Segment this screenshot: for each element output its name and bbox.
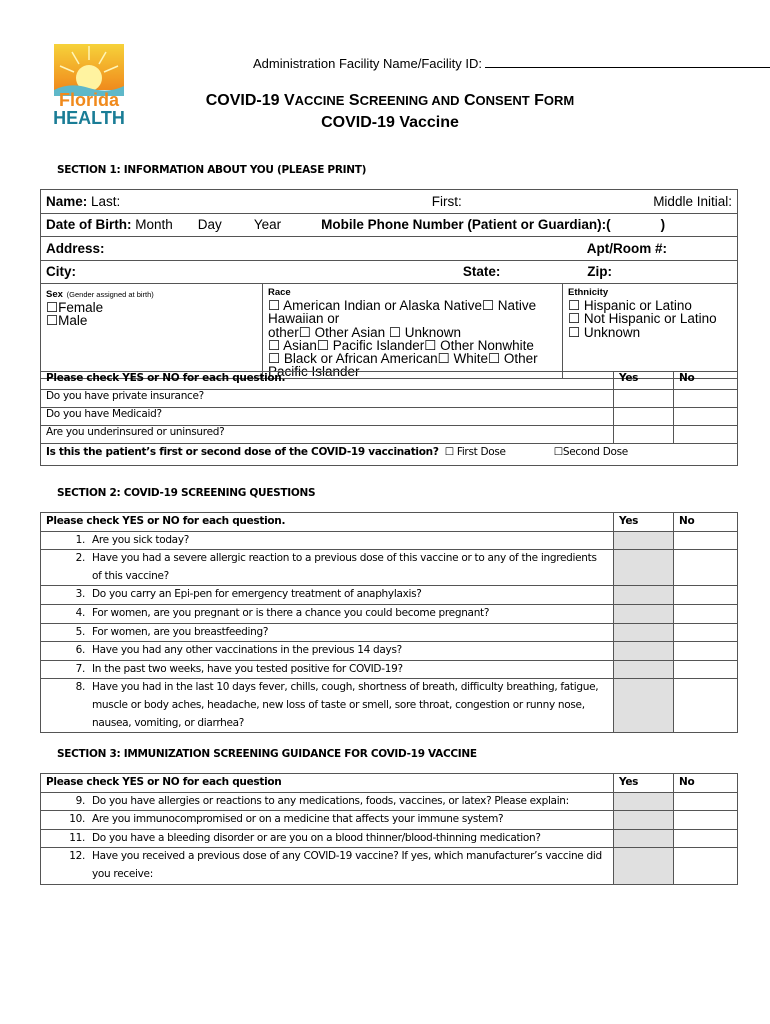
facility-id-line: [253, 56, 770, 71]
race-line[interactable]: ☐ Asian☐ Pacific Islander☐ Other Nonwhite: [268, 337, 534, 353]
question-text: Are you sick today?: [92, 533, 190, 546]
address-field[interactable]: Address: Apt/Room #:: [41, 237, 738, 261]
yes-header: Yes: [614, 372, 674, 390]
no-header: No: [674, 513, 738, 532]
question-number: 9.: [75, 794, 85, 807]
yes-checkbox[interactable]: [614, 390, 674, 408]
first-dose-checkbox[interactable]: ☐ First Dose: [444, 446, 506, 458]
question-text: Do you carry an Epi-pen for emergency treatment of anaphylaxis?: [92, 588, 422, 601]
no-checkbox[interactable]: [674, 811, 738, 830]
ethnicity-option[interactable]: ☐ Not Hispanic or Latino: [568, 311, 717, 327]
question-number: 1.: [75, 533, 85, 546]
yes-checkbox[interactable]: [614, 660, 674, 679]
question-row: [41, 531, 738, 550]
race-line[interactable]: ☐ American Indian or Alaska Native☐ Native Hawaiian or: [268, 298, 537, 327]
yes-header: Yes: [614, 513, 674, 532]
address-row: [41, 237, 738, 261]
no-header: No: [674, 774, 738, 793]
question-row: [41, 811, 738, 830]
section1-heading: SECTION 1: INFORMATION ABOUT YOU (PLEASE PRINT): [57, 164, 367, 176]
race-cell: Race ☐ American Indian or Alaska Native☐ Native Hawaiian or other☐ Other Asian ☐ Unknown ☐ Asian☐ Pacific Islander☐ Other Nonwhite ☐ Black or African American☐ White☐ Other Pacific Islander: [263, 284, 563, 379]
question-text: Have you had a severe allergic reaction to a previous dose of this vaccine or to any of the ingredients of this vaccine?: [92, 552, 597, 582]
yes-checkbox[interactable]: [614, 642, 674, 661]
dob-phone-row: [41, 213, 738, 237]
yes-checkbox[interactable]: [614, 811, 674, 830]
no-checkbox[interactable]: [674, 679, 738, 733]
question-row: [41, 642, 738, 661]
race-line[interactable]: ☐ Black or African American☐ White☐ Other Pacific Islander: [268, 351, 538, 380]
ethnicity-option[interactable]: ☐ Unknown: [568, 324, 641, 340]
question-row: [41, 623, 738, 642]
question-text: Are you immunocompromised or on a medicine that affects your immune system?: [92, 813, 504, 826]
name-field[interactable]: Name: Last: First: Middle Initial:: [41, 190, 738, 214]
form-subtitle: COVID-19 Vaccine: [321, 114, 459, 131]
demographics-row: [41, 284, 738, 379]
facility-label: Administration Facility Name/Facility ID:: [253, 56, 482, 71]
no-header: No: [674, 372, 738, 390]
question-text: Have you had any other vaccinations in the previous 14 days?: [92, 644, 402, 657]
question-text: In the past two weeks, have you tested positive for COVID-19?: [92, 662, 403, 675]
yes-checkbox[interactable]: [614, 679, 674, 733]
question-number: 3.: [75, 588, 85, 601]
second-dose-checkbox[interactable]: ☐Second Dose: [553, 446, 628, 458]
no-checkbox[interactable]: [674, 604, 738, 623]
question-row: [41, 848, 738, 884]
yes-header: Yes: [614, 774, 674, 793]
section3-heading: SECTION 3: IMMUNIZATION SCREENING GUIDANCE FOR COVID-19 VACCINE: [57, 748, 477, 760]
florida-health-logo: [50, 40, 128, 128]
question-text: Do you have a bleeding disorder or are you on a blood thinner/blood-thinning medication?: [92, 831, 541, 844]
question-medicaid: Do you have Medicaid?: [41, 408, 614, 426]
no-checkbox[interactable]: [674, 848, 738, 884]
question-text: Have you had in the last 10 days fever, chills, cough, shortness of breath, difficulty breathing, fatigue, muscle or body aches, headache, new loss of taste or smell, sore throat, congestion or runny nose, nausea, vomiting, or diarrhea?: [92, 681, 599, 729]
yes-checkbox[interactable]: [614, 829, 674, 848]
question-row: [41, 586, 738, 605]
question-text: Do you have allergies or reactions to any medications, foods, vaccines, or latex? Please explain:: [92, 794, 569, 807]
no-checkbox[interactable]: [674, 586, 738, 605]
question-row: [41, 829, 738, 848]
yes-checkbox[interactable]: [614, 531, 674, 550]
question-number: 11.: [69, 831, 85, 844]
insurance-header: Please check YES or NO for each question.: [41, 372, 614, 390]
question-number: 2.: [75, 552, 85, 565]
city-field[interactable]: City: State: Zip:: [41, 260, 738, 284]
yes-checkbox[interactable]: [614, 586, 674, 605]
city-row: [41, 260, 738, 284]
no-checkbox[interactable]: [674, 660, 738, 679]
form-title: COVID-19 VACCINE SCREENING AND CONSENT FORM: [205, 92, 575, 109]
question-row: [41, 679, 738, 733]
race-line[interactable]: other☐ Other Asian ☐ Unknown: [268, 324, 462, 340]
yes-checkbox[interactable]: [614, 792, 674, 811]
question-number: 7.: [75, 662, 85, 675]
yes-checkbox[interactable]: [614, 848, 674, 884]
logo-text-health: HEALTH: [53, 108, 125, 128]
no-checkbox[interactable]: [674, 792, 738, 811]
insurance-table: [40, 371, 738, 466]
dose-question: Is this the patient’s first or second dose of the COVID-19 vaccination?: [46, 446, 439, 458]
screening-header: Please check YES or NO for each question.: [41, 513, 614, 532]
question-text: Have you received a previous dose of any COVID-19 vaccine? If yes, which manufacturer’s vaccine did you receive:: [92, 850, 602, 880]
sex-option-female[interactable]: ☐Female: [46, 300, 104, 316]
question-row: [41, 660, 738, 679]
no-checkbox[interactable]: [674, 550, 738, 586]
screening-table: [40, 512, 738, 733]
question-row: [41, 604, 738, 623]
no-checkbox[interactable]: [674, 642, 738, 661]
question-row: [41, 550, 738, 586]
question-number: 5.: [75, 625, 85, 638]
yes-checkbox[interactable]: [614, 623, 674, 642]
question-text: For women, are you breastfeeding?: [92, 625, 269, 638]
guidance-header: Please check YES or NO for each question: [41, 774, 614, 793]
question-number: 12.: [69, 850, 85, 863]
no-checkbox[interactable]: [674, 623, 738, 642]
sex-option-male[interactable]: ☐Male: [46, 313, 88, 329]
question-number: 10.: [69, 813, 85, 826]
no-checkbox[interactable]: [674, 426, 738, 444]
dose-question-row: [41, 444, 738, 466]
personal-info-table: [40, 189, 738, 379]
question-text: For women, are you pregnant or is there a chance you could become pregnant?: [92, 606, 490, 619]
logo-text-florida: Florida: [58, 90, 120, 110]
question-number: 4.: [75, 606, 85, 619]
question-underinsured: Are you underinsured or uninsured?: [41, 426, 614, 444]
ethnicity-option[interactable]: ☐ Hispanic or Latino: [568, 298, 692, 314]
sex-cell: Sex (Gender assigned at birth) ☐Female ☐Male: [41, 284, 263, 379]
facility-id-field[interactable]: [485, 57, 745, 68]
no-checkbox[interactable]: [674, 390, 738, 408]
question-number: 8.: [75, 681, 85, 694]
no-checkbox[interactable]: [674, 408, 738, 426]
name-row: [41, 190, 738, 214]
no-checkbox[interactable]: [674, 829, 738, 848]
yes-checkbox[interactable]: [614, 550, 674, 586]
question-number: 6.: [75, 644, 85, 657]
yes-checkbox[interactable]: [614, 604, 674, 623]
no-checkbox[interactable]: [674, 531, 738, 550]
question-private-insurance: Do you have private insurance?: [41, 390, 614, 408]
section2-heading: SECTION 2: COVID-19 SCREENING QUESTIONS: [57, 487, 316, 499]
guidance-table: [40, 773, 738, 885]
facility-id-field-rest[interactable]: [745, 57, 770, 68]
yes-checkbox[interactable]: [614, 426, 674, 444]
ethnicity-cell: Ethnicity ☐ Hispanic or Latino ☐ Not Hispanic or Latino ☐ Unknown: [563, 284, 738, 379]
dob-phone-field[interactable]: Date of Birth: Month Day Year Mobile Phone Number (Patient or Guardian):( ): [41, 213, 738, 237]
question-row: [41, 792, 738, 811]
yes-checkbox[interactable]: [614, 408, 674, 426]
